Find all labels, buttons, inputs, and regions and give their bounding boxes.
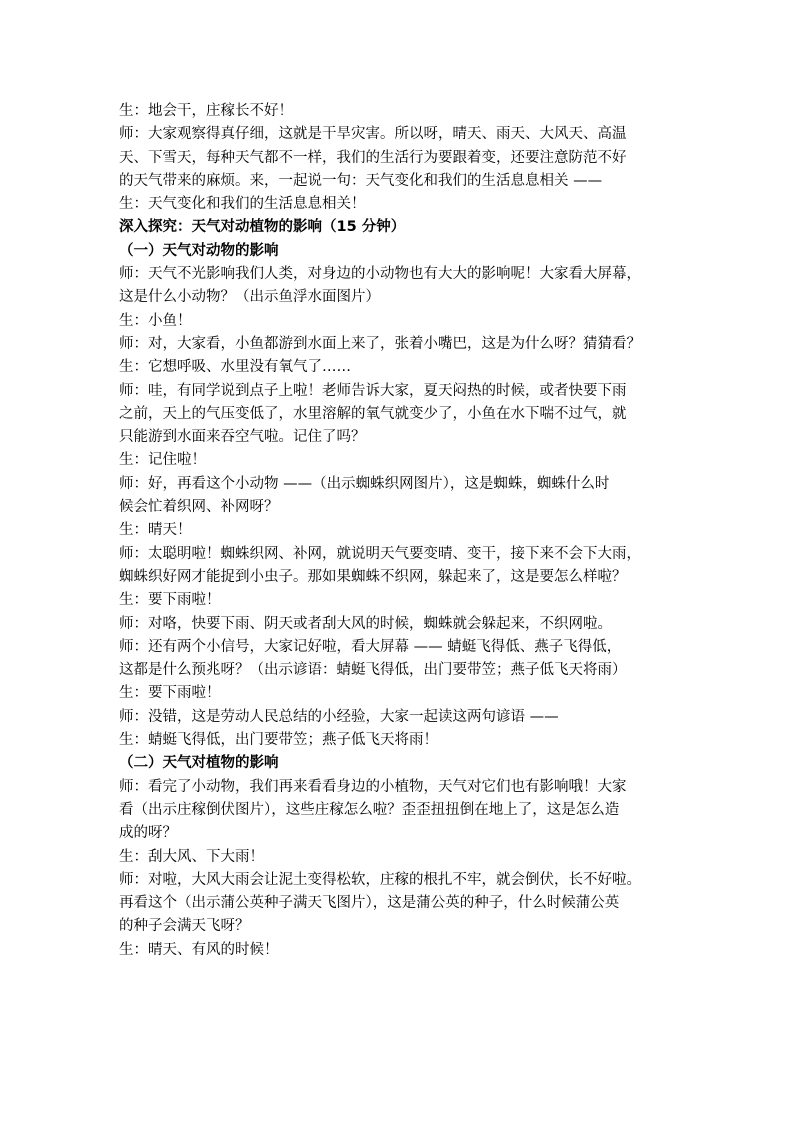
text-line: 师：没错，这是劳动人民总结的小经验，大家一起读这两句谚语 —— xyxy=(119,708,559,725)
text-line: 生：记住啦！ xyxy=(119,452,206,469)
text-line: 成的呀？ xyxy=(119,825,177,842)
text-line: 师：看完了小动物，我们再来看看身边的小植物，天气对它们也有影响哦！大家 xyxy=(119,778,627,795)
text-line: 师：对，大家看，小鱼都游到水面上来了，张着小嘴巴，这是为什么呀？猜猜看？ xyxy=(119,335,641,352)
text-line: 师：哇，有同学说到点子上啦！老师告诉大家，夏天闷热的时候，或者快要下雨 xyxy=(119,382,627,399)
text-line: 生：蜻蜓飞得低，出门要带笠；燕子低飞天将雨！ xyxy=(119,732,438,749)
text-line: 这都是什么预兆呀？（出示谚语：蜻蜓飞得低，出门要带笠；燕子低飞天将雨） xyxy=(119,662,627,679)
section-heading: （二）天气对植物的影响 xyxy=(119,755,279,772)
text-line: 蜘蛛织好网才能捉到小虫子。那如果蜘蛛不织网，躲起来了，这是要怎么样啦？ xyxy=(119,568,627,585)
text-line: 生：小鱼！ xyxy=(119,312,192,329)
text-line: 师：太聪明啦！蜘蛛织网、补网，就说明天气要变晴、变干，接下来不会下大雨， xyxy=(119,545,641,562)
document-body xyxy=(119,100,676,962)
text-line: 生：要下雨啦！ xyxy=(119,685,221,702)
text-line: 候会忙着织网、补网呀？ xyxy=(119,499,279,516)
text-line: 师：对咯，快要下雨、阴天或者刮大风的时候，蜘蛛就会躲起来，不织网啦。 xyxy=(119,615,612,632)
text-line: 师：大家观察得真仔细，这就是干旱灾害。所以呀，晴天、雨天、大风天、高温 xyxy=(119,126,627,143)
text-line: 师：还有两个小信号，大家记好啦，看大屏幕 —— 蜻蜓飞得低、燕子飞得低， xyxy=(119,638,622,655)
text-line: 生：天气变化和我们的生活息息相关！ xyxy=(119,196,366,213)
text-line: 生：晴天！ xyxy=(119,522,192,539)
section-heading: （一）天气对动物的影响 xyxy=(119,242,279,259)
text-line: 看（出示庄稼倒伏图片），这些庄稼怎么啦？歪歪扭扭倒在地上了，这是怎么造 xyxy=(119,801,620,818)
text-line: 生：晴天、有风的时候！ xyxy=(119,941,279,958)
text-line: 的天气带来的麻烦。来，一起说一句：天气变化和我们的生活息息相关 —— xyxy=(119,172,603,189)
text-line: 这是什么小动物？（出示鱼浮水面图片） xyxy=(119,289,380,306)
text-line: 师：对啦，大风大雨会让泥土变得松软，庄稼的根扎不牢，就会倒伏，长不好啦。 xyxy=(119,871,641,888)
text-line: 生：它想呼吸、水里没有氧气了…… xyxy=(119,359,351,376)
text-line: 生：地会干，庄稼长不好！ xyxy=(119,103,293,119)
section-heading: 深入探究：天气对动植物的影响（15 分钟） xyxy=(119,219,406,236)
text-line: 生：刮大风、下大雨！ xyxy=(119,848,264,865)
text-line: 生：要下雨啦！ xyxy=(119,592,221,609)
text-line: 天、下雪天，每种天气都不一样，我们的生活行为要跟着变，还要注意防范不好 xyxy=(119,149,627,166)
text-line: 的种子会满天飞呀？ xyxy=(119,918,250,935)
text-line: 之前，天上的气压变低了，水里溶解的氧气就变少了，小鱼在水下喘不过气，就 xyxy=(119,405,627,422)
text-line: 只能游到水面来吞空气啦。记住了吗？ xyxy=(119,429,366,446)
text-line: 再看这个（出示蒲公英种子满天飞图片），这是蒲公英的种子，什么时候蒲公英 xyxy=(119,895,620,912)
text-line: 师：好，再看这个小动物 ——（出示蜘蛛织网图片），这是蜘蛛，蜘蛛什么时 xyxy=(119,475,610,492)
text-line: 师：天气不光影响我们人类，对身边的小动物也有大大的影响呢！大家看大屏幕， xyxy=(119,266,641,283)
